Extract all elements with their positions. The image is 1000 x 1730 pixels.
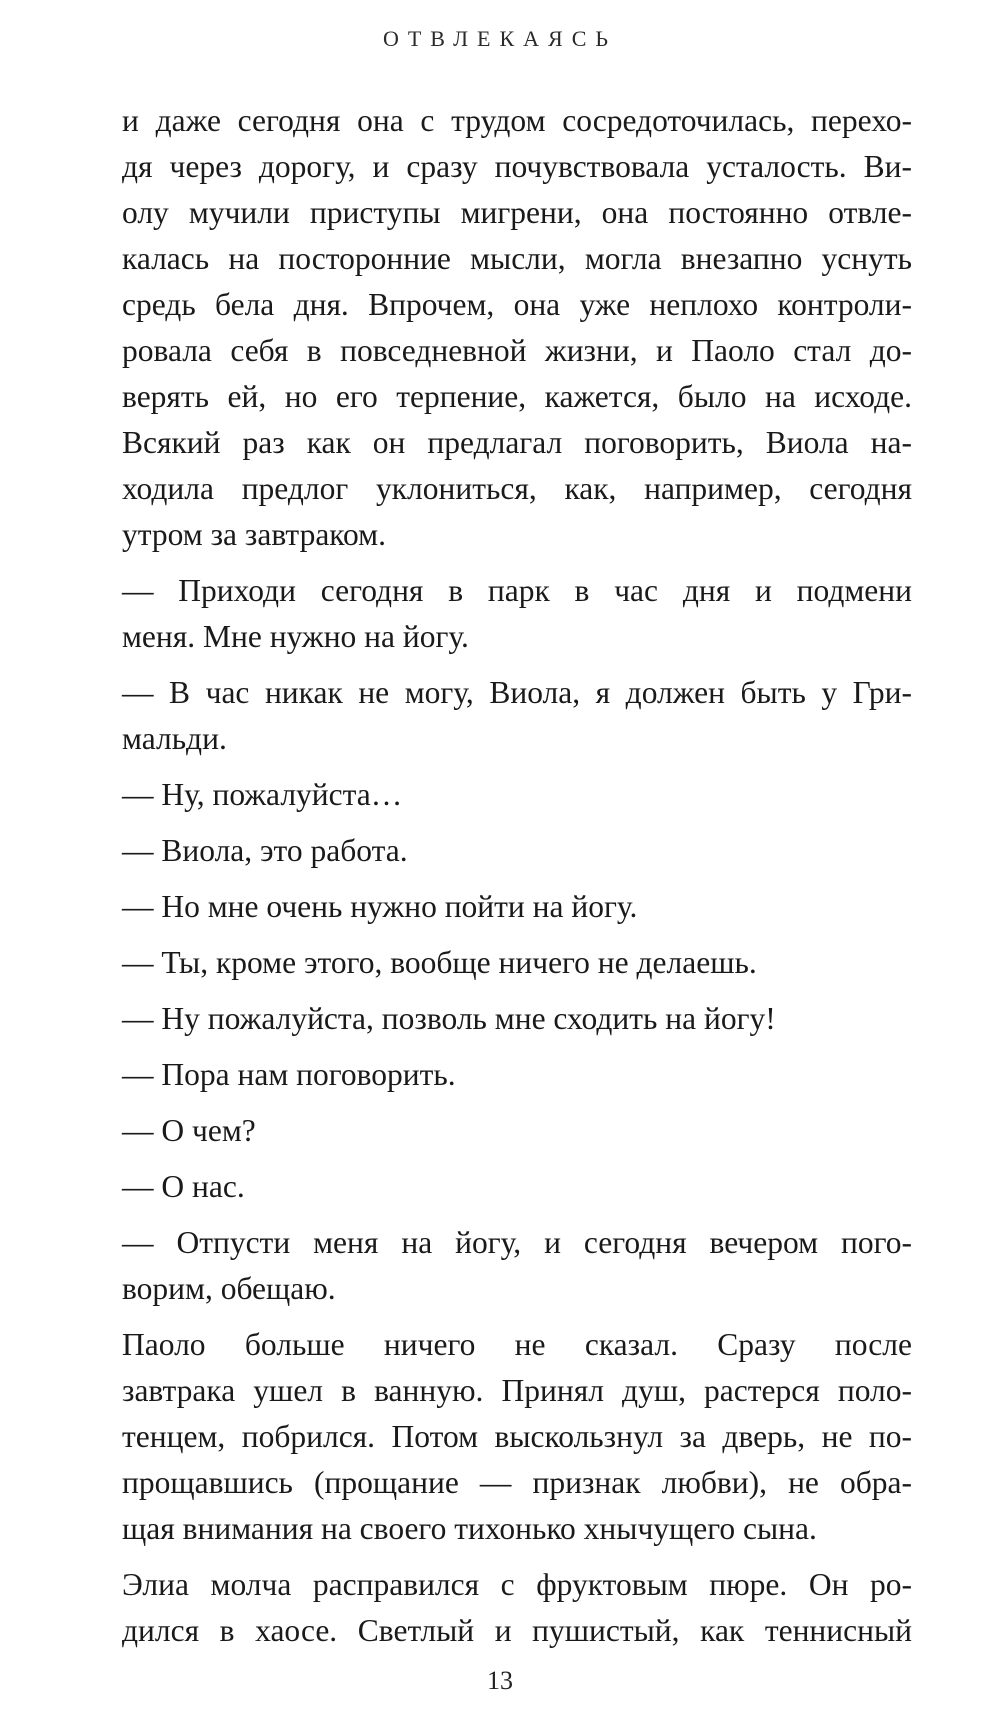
text-line: Паоло больше ничего не сказал. Сразу после xyxy=(122,1327,912,1362)
dialogue-paragraph xyxy=(122,828,912,874)
text-line: — Виола, это работа. xyxy=(122,833,408,868)
text-line: дя через дорогу, и сразу почувствовала усталость. Ви- xyxy=(122,149,912,184)
paragraph xyxy=(122,98,912,558)
text-line: ворим, обещаю. xyxy=(122,1271,336,1306)
text-line: — О нас. xyxy=(122,1169,245,1204)
text-line: прощавшись (прощание — признак любви), не обра- xyxy=(122,1465,912,1500)
dialogue-paragraph xyxy=(122,1220,912,1312)
text-line: ходила предлог уклониться, как, например, сегодня xyxy=(122,471,912,506)
text-line: дился в хаосе. Светлый и пушистый, как теннисный xyxy=(122,1613,912,1648)
dialogue-paragraph xyxy=(122,772,912,818)
text-line: — Но мне очень нужно пойти на йогу. xyxy=(122,889,638,924)
text-line: — Приходи сегодня в парк в час дня и подмени xyxy=(122,573,912,608)
dialogue-paragraph xyxy=(122,1164,912,1210)
text-line: — О чем? xyxy=(122,1113,256,1148)
paragraph xyxy=(122,1562,912,1654)
text-line: — Ты, кроме этого, вообще ничего не делаешь. xyxy=(122,945,757,980)
dialogue-paragraph xyxy=(122,996,912,1042)
dialogue-paragraph xyxy=(122,568,912,660)
text-line: олу мучили приступы мигрени, она постоянно отвле- xyxy=(122,195,912,230)
text-line: — Отпусти меня на йогу, и сегодня вечером пого- xyxy=(122,1225,912,1260)
dialogue-paragraph xyxy=(122,670,912,762)
text-line: тенцем, побрился. Потом выскользнул за дверь, не по- xyxy=(122,1419,912,1454)
dialogue-paragraph xyxy=(122,884,912,930)
dialogue-paragraph xyxy=(122,1108,912,1154)
text-line: средь бела дня. Впрочем, она уже неплохо контроли- xyxy=(122,287,912,322)
text-line: утром за завтраком. xyxy=(122,517,386,552)
text-line: мальди. xyxy=(122,721,227,756)
dialogue-paragraph xyxy=(122,1052,912,1098)
text-line: ровала себя в повседневной жизни, и Паоло стал до- xyxy=(122,333,912,368)
page-number: 13 xyxy=(487,1666,513,1695)
text-line: — Пора нам поговорить. xyxy=(122,1057,456,1092)
text-line: и даже сегодня она с трудом сосредоточилась, перехо- xyxy=(122,103,912,138)
text-line: Всякий раз как он предлагал поговорить, Виола на- xyxy=(122,425,912,460)
text-line: завтрака ушел в ванную. Принял душ, растерся поло- xyxy=(122,1373,912,1408)
page-body xyxy=(122,98,912,1654)
text-line: меня. Мне нужно на йогу. xyxy=(122,619,469,654)
dialogue-paragraph xyxy=(122,940,912,986)
text-line: — Ну, пожалуйста… xyxy=(122,777,403,812)
text-line: щая внимания на своего тихонько хнычущего сына. xyxy=(122,1511,817,1546)
text-line: — Ну пожалуйста, позволь мне сходить на йогу! xyxy=(122,1001,776,1036)
text-line: калась на посторонние мысли, могла внезапно уснуть xyxy=(122,241,912,276)
paragraph xyxy=(122,1322,912,1552)
text-line: верять ей, но его терпение, кажется, было на исходе. xyxy=(122,379,912,414)
text-line: — В час никак не могу, Виола, я должен быть у Гри- xyxy=(122,675,912,710)
text-line: Элиа молча расправился с фруктовым пюре. Он ро- xyxy=(122,1567,912,1602)
running-title: ОТВЛЕКАЯСЬ xyxy=(382,26,618,51)
